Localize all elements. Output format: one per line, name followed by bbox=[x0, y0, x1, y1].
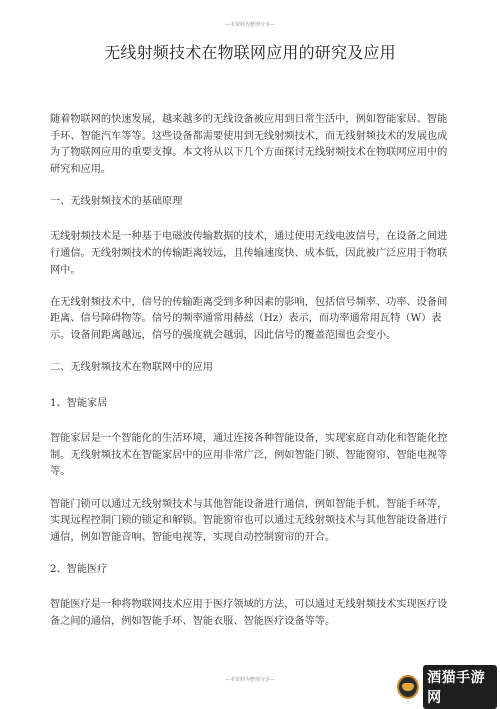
page-footer: —本资料为整理分享— bbox=[224, 677, 275, 683]
document-body bbox=[50, 112, 454, 646]
paragraph-principle: 无线射频技术是一种基于电磁波传输数据的技术，通过使用无线电波信号，在设备之间进行通信。无线射频技术的传输距离较远，且传输速度快、成本低，因此被广泛应用于物联网中。 bbox=[50, 231, 448, 276]
page-header: —本资料为整理分享— bbox=[224, 22, 275, 28]
watermark-text: 酒猫手游网 bbox=[423, 665, 497, 709]
paragraph-smart-lock: 智能门锁可以通过无线射频技术与其他智能设备进行通信，例如智能手机、智能手环等，实现远程控制门锁的锁定和解锁。智能窗帘也可以通过无线射频技术与其他智能设备进行通信，例如智能音响、智能电视等，实现自动控制窗帘的开合。 bbox=[50, 498, 448, 543]
subsection-heading-smart-medical: 2、智能医疗 bbox=[50, 563, 108, 575]
paragraph-smart-medical: 智能医疗是一种将物联网技术应用于医疗领域的方法，可以通过无线射频技术实现医疗设备之间的通信，例如智能手环、智能衣服、智能医疗设备等等。 bbox=[50, 599, 448, 627]
paragraph-smart-home: 智能家居是一个智能化的生活环境，通过连接各种智能设备，实现家庭自动化和智能化控制。无线射频技术在智能家居中的应用非常广泛，例如智能门锁、智能窗帘、智能电视等等。 bbox=[50, 433, 448, 478]
cat-logo-icon bbox=[397, 675, 419, 699]
subsection-heading-smart-home: 1、智能家居 bbox=[50, 397, 108, 409]
document-title: 无线射频技术在物联网应用的研究及应用 bbox=[104, 43, 396, 62]
watermark-logo bbox=[397, 670, 497, 706]
paragraph-signal: 在无线射频技术中，信号的传输距离受到多种因素的影响，包括信号频率、功率、设备间距离、信号障碍物等。信号的频率通常用赫兹（Hz）表示，而功率通常用瓦特（W）表示。设备间距离越远，信号的强度就会越弱，因此信号的覆盖范围也会变小。 bbox=[50, 296, 448, 341]
intro-paragraph: 随着物联网的快速发展，越来越多的无线设备被应用到日常生活中，例如智能家居、智能手环、智能汽车等等。这些设备都需要使用到无线射频技术，而无线射频技术的发展也成为了物联网应用的重要支撑。本文将从以下几个方面探讨无线射频技术在物联网应用中的研究和应用。 bbox=[50, 114, 448, 175]
section-heading-2: 二、无线射频技术在物联网中的应用 bbox=[50, 362, 213, 374]
section-heading-1: 一、无线射频技术的基础原理 bbox=[50, 195, 183, 207]
